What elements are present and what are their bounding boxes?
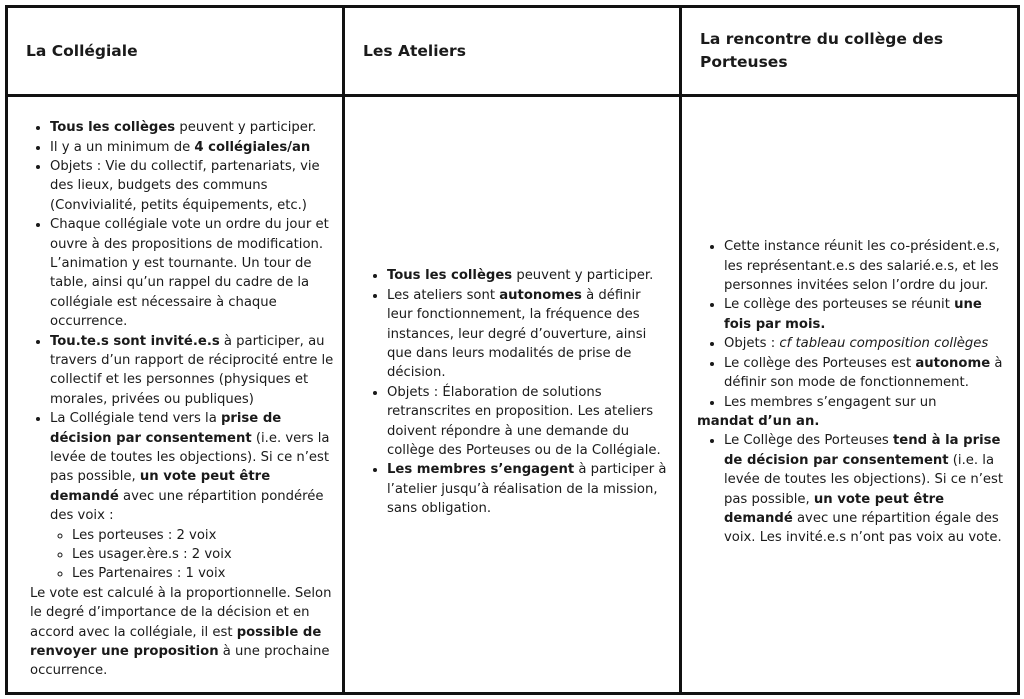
- collegiale-tail-paragraph: Le vote est calculé à la proportionnelle. Selon le degré d’importance de la décision et en accord avec la collégiale, il est possible de renvoyer une proposition à une prochaine occurrence.: [30, 585, 332, 679]
- list-item: • Le collège des Porteuses est autonome à définir son mode de fonctionnement.: [724, 354, 1009, 393]
- list-item: • Le collège des porteuses se réunit une fois par mois.: [724, 295, 1009, 334]
- header-collegiale: La Collégiale: [7, 7, 344, 96]
- list-item: • Objets : cf tableau composition collèges: [724, 334, 1009, 353]
- list-item: • Objets : Vie du collectif, partenariats, vie des lieux, budgets des communs (Convivialité, petits équipements, etc.): [50, 157, 342, 215]
- list-item: • La Collégiale tend vers la prise de décision par consentement (i.e. vers la levée de toutes les objections). Si ce n’est pas possible, un vote peut être demandé avec une répartition pondérée des voix : ◦ Les porteuses : 2 voix ◦ Les usager.ère.s : 2 voix ◦ Les Partenaires : 1 voix: [50, 409, 342, 584]
- list-item: • Objets : Élaboration de solutions retranscrites en proposition. Les ateliers doivent répondre à une demande du collège des Porteuses ou de la Collégiale.: [387, 383, 667, 461]
- list-item: • Chaque collégiale vote un ordre du jour et ouvre à des propositions de modification. L’animation y est tournante. Un tour de table, ainsi qu’un rappel du cadre de la collégiale est nécessaire à chaque occurrence.: [50, 215, 342, 331]
- cell-collegiale: [7, 96, 344, 694]
- collegiale-list: [8, 118, 342, 584]
- vote-weight-item: ◦ Les porteuses : 2 voix: [72, 526, 342, 545]
- cell-ateliers: [343, 96, 680, 694]
- cell-porteuses: [680, 96, 1018, 694]
- list-item: • Les ateliers sont autonomes à définir leur fonctionnement, la fréquence des instances, leur degré d’ouverture, ainsi que dans leurs modalités de prise de décision.: [387, 286, 667, 383]
- vote-weight-item: ◦ Les usager.ère.s : 2 voix: [72, 545, 342, 564]
- list-item: • Tous les collèges peuvent y participer.: [387, 266, 667, 285]
- content-row: [7, 96, 1019, 694]
- list-item: • Tou.te.s sont invité.e.s à participer, au travers d’un rapport de réciprocité entre le collectif et les personnes (physiques et morales, privées ou publiques): [50, 332, 342, 410]
- header-porteuses: La rencontre du collège des Porteuses: [680, 7, 1018, 96]
- governance-table: [5, 5, 1020, 695]
- header-ateliers: Les Ateliers: [343, 7, 680, 96]
- ateliers-list: [345, 266, 667, 518]
- list-item: • Les membres s’engagent à participer à l’atelier jusqu’à réalisation de la mission, sans obligation.: [387, 460, 667, 518]
- vote-weight-item: ◦ Les Partenaires : 1 voix: [72, 564, 342, 583]
- list-item: • Les membres s’engagent sur un: [724, 393, 1009, 412]
- list-item: • Le Collège des Porteuses tend à la prise de décision par consentement (i.e. la levée de toutes les objections). Si ce n’est pas possible, un vote peut être demandé avec une répartition égale des voix. Les invité.e.s n’ont pas voix au vote.: [724, 431, 1009, 547]
- list-item: • Il y a un minimum de 4 collégiales/an: [50, 138, 342, 157]
- header-row: [7, 7, 1019, 96]
- list-item: • Tous les collèges peuvent y participer.: [50, 118, 342, 137]
- vote-weights-list: [50, 526, 342, 584]
- porteuses-list: [682, 237, 1009, 412]
- porteuses-list-continued: [682, 431, 1009, 547]
- mandat-text: mandat d’un an.: [696, 413, 820, 429]
- list-item: • Cette instance réunit les co-président.e.s, les représentant.e.s des salarié.e.s, et les personnes invitées selon l’ordre du jour.: [724, 237, 1009, 295]
